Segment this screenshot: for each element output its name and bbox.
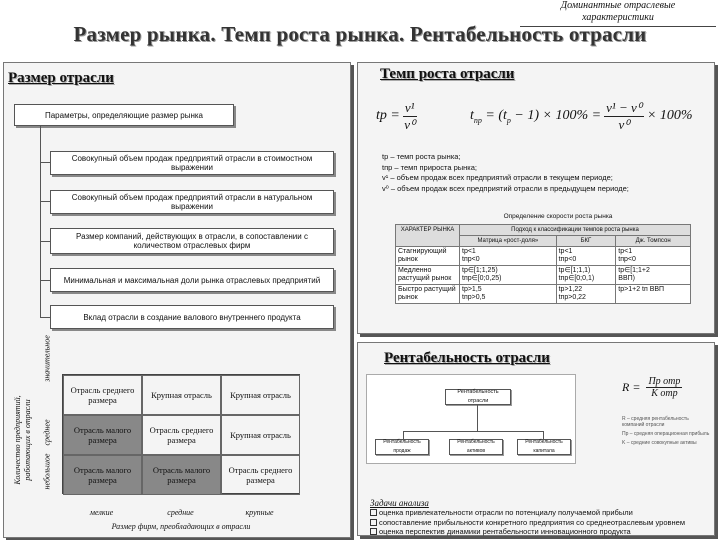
table-header: Матрица «рост-доля» xyxy=(460,236,557,247)
task-item xyxy=(370,518,710,528)
matrix-cell: Отрасль малого размера xyxy=(63,455,142,495)
market-size-title: Размер отрасли xyxy=(8,70,114,86)
table-cell: tр∈[1;1,1) tпр∈[0;0,1) xyxy=(556,266,616,285)
table-cell: tр>1+2 tп ВВП xyxy=(616,285,691,304)
table-row xyxy=(396,266,691,285)
legend-line: Пр – средняя операционная прибыль xyxy=(622,431,710,437)
table-cell: Стагнирующий рынок xyxy=(396,247,460,266)
table-header: Дж. Томпсон xyxy=(616,236,691,247)
matrix-cell: Отрасль среднего размера xyxy=(63,375,142,415)
x-level-medium: средние xyxy=(167,508,194,517)
growth-definitions xyxy=(382,152,702,194)
table-cell: tр<1 tпр<0 xyxy=(556,247,616,266)
matrix-cell: Отрасль малого размера xyxy=(142,455,221,495)
x-level-large: крупные xyxy=(245,508,274,517)
table-cell: Быстро растущий рынок xyxy=(396,285,460,304)
task-item xyxy=(370,508,710,518)
profitability-title: Рентабельность отрасли xyxy=(384,350,550,366)
params-title-box: Параметры, определяющие размер рынка xyxy=(14,104,234,126)
table-row xyxy=(396,247,691,266)
definition-line: tпр – темп прироста рынка; xyxy=(382,162,478,172)
matrix-cell: Крупная отрасль xyxy=(221,375,300,415)
profitability-root-box: Рентабельность отрасли xyxy=(445,389,511,405)
table-cell: tр>1,5 tпр>0,5 xyxy=(460,285,557,304)
header-note-line-2: характеристики xyxy=(582,12,654,23)
checkbox-icon xyxy=(370,519,377,526)
task-item xyxy=(370,527,710,537)
task-text: сопоставление прибыльности конкретного предприятия со среднеотраслевым уровнем xyxy=(379,517,685,527)
tree-trunk xyxy=(40,126,41,318)
formula-lhs: R xyxy=(622,380,630,394)
param-box-1: Совокупный объем продаж предприятий отрасли в стоимостном выражении xyxy=(50,151,334,175)
table-cell: tр<1 tпр<0 xyxy=(460,247,557,266)
formula-denominator: К отр xyxy=(651,388,678,399)
task-text: оценка привлекательности отрасли по потенциалу получаемой прибыли xyxy=(379,508,633,517)
tree-branch-2 xyxy=(40,201,50,202)
matrix-cell: Крупная отрасль xyxy=(142,375,221,415)
growth-classification-table xyxy=(395,224,691,304)
profitability-diagram xyxy=(366,374,576,464)
profitability-child-box: Рентабельность продаж xyxy=(375,439,429,455)
y-level-small: небольшое xyxy=(42,453,52,490)
market-growth-title: Темп роста отрасли xyxy=(380,66,515,82)
table-header: Подход к классификации темпов роста рынка xyxy=(460,225,691,236)
definition-line: v¹ – объем продаж всех предприятий отрасли в текущем периоде; xyxy=(382,173,613,182)
matrix-cell: Крупная отрасль xyxy=(221,415,300,455)
table-header: БКГ xyxy=(556,236,616,247)
y-level-large: значительное xyxy=(42,335,52,382)
industry-size-matrix xyxy=(62,374,300,494)
x-level-small: мелкие xyxy=(89,508,114,517)
profitability-child-box: Рентабельность капитала xyxy=(517,439,571,455)
table-header: ХАРАКТЕР РЫНКА xyxy=(396,225,460,247)
legend-line: K – средние совокупные активы xyxy=(622,440,697,446)
tasks-title: Задачи анализа xyxy=(370,498,429,508)
param-box-4: Минимальная и максимальная доли рынка отраслевых предприятий xyxy=(50,268,334,292)
task-text: оценка перспектив динамики рентабельности инновационного продукта xyxy=(379,527,631,537)
param-box-5: Вклад отрасли в создание валового внутреннего продукта xyxy=(50,305,334,329)
y-axis-title-line-1: Количество предприятий, xyxy=(13,395,22,485)
matrix-y-axis-title xyxy=(13,375,33,505)
definition-line: v⁰ – объем продаж всех предприятий отрасли в предыдущем периоде; xyxy=(382,183,629,193)
y-level-medium: среднее xyxy=(42,419,52,446)
profitability-child-box: Рентабельность активов xyxy=(449,439,503,455)
matrix-cell: Отрасль среднего размера xyxy=(142,415,221,455)
legend-line: R – средняя рентабельность компаний отрасли xyxy=(622,416,689,428)
definition-line: tр – темп роста рынка; xyxy=(382,152,461,161)
checkbox-icon xyxy=(370,528,377,535)
y-axis-title-line-2: работающих в отрасли xyxy=(23,399,32,481)
header-note-line-1: Доминантные отраслевые xyxy=(560,0,676,11)
matrix-x-axis-title: Размер фирм, преобладающих в отрасли xyxy=(111,522,251,531)
table-cell: Медленно растущий рынок xyxy=(396,266,460,285)
diagram-line xyxy=(477,405,478,431)
tree-branch-5 xyxy=(40,317,50,318)
tree-branch-3 xyxy=(40,241,50,242)
table-cell: tр∈[1;1,25) tпр∈[0;0,25) xyxy=(460,266,557,285)
diagram-line xyxy=(403,431,543,432)
profitability-legend xyxy=(622,416,712,446)
matrix-cell: Отрасль среднего размера xyxy=(221,455,300,495)
analysis-tasks xyxy=(370,498,710,537)
tree-branch-4 xyxy=(40,280,50,281)
table-cell: tр<1 tпр<0 xyxy=(616,247,691,266)
table-cell: tр>1,22 tпр>0,22 xyxy=(556,285,616,304)
matrix-cell: Отрасль малого размера xyxy=(63,415,142,455)
param-box-2: Совокупный объем продаж предприятий отрасли в натуральном выражении xyxy=(50,190,334,214)
growth-rate-formula: tp = $\frac{\text{v¹}}{\text{v⁰}}$ xyxy=(376,99,416,132)
page-title: Размер рынка. Темп роста рынка. Рентабельность отрасли xyxy=(73,22,647,46)
table-cell: tр∈[1;1+2 ВВП) xyxy=(616,266,691,285)
growth-increment-formula: $t_{пр} = (t_р - 1) \times 100\%$ = $\frac{\text{v¹ − v⁰}}{\text{v⁰}}$ × 100% xyxy=(470,99,693,132)
tree-branch-1 xyxy=(40,162,50,163)
table-row xyxy=(396,285,691,304)
profitability-formula: R = $\frac{\text{Пр отр}}{\text{К отр}}$ xyxy=(622,376,681,399)
formula-numerator: Пр отр xyxy=(648,376,681,387)
growth-table-caption: Определение скорости роста рынка xyxy=(503,213,613,220)
param-box-3: Размер компаний, действующих в отрасли, в сопоставлении с количеством отраслевых фирм xyxy=(50,228,334,254)
checkbox-icon xyxy=(370,509,377,516)
